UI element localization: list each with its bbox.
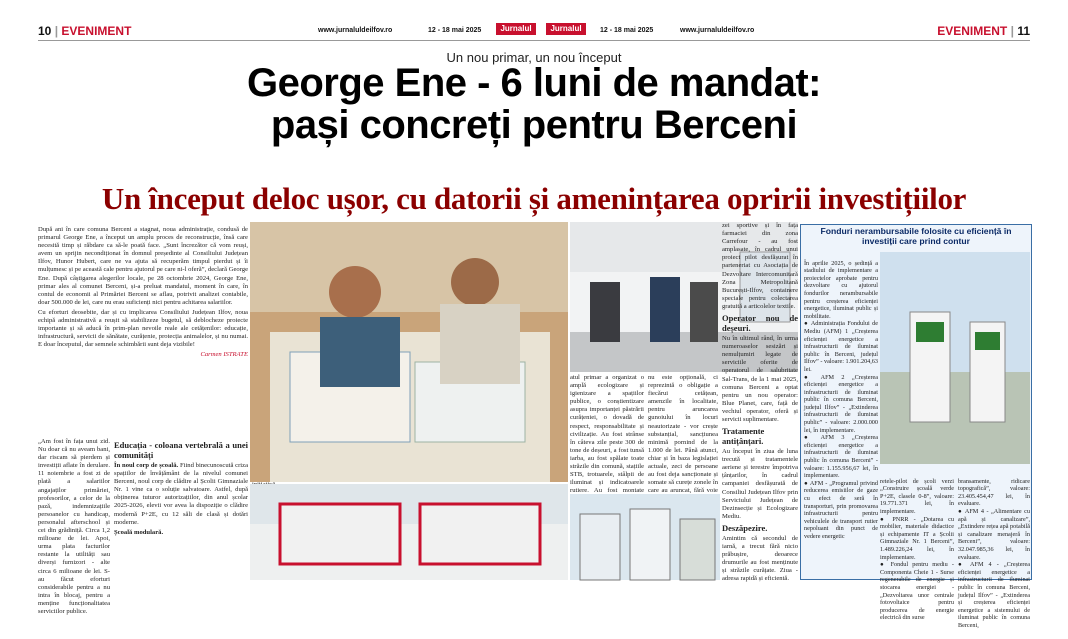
body-paragraph: Fiind binecunoscută criza spațiilor de învățământ de la nivelul comunei Berceni, noul corp de clădire al Școlii Gimnaziale Nr. 1 vine ca o soluție salvatoare. Astfel, după obținerea tuturor autorizațiilor, din anul școlar 2025-2026, elevii vor avea la dispoziție o clădire modernă P+2E, cu 12 săli de clasă și dotări moderne.: [114, 462, 248, 526]
right-dates: 12 - 18 mai 2025: [600, 27, 654, 34]
body-paragraph: „Am fost în fața unui zid. Nu doar că nu aveam bani, dar riscam să pierdem și investiții aflate în derulare. 11 noiembrie a fost zi de plată a salariilor angajaților primăriei, profesorilor, a celor de la pază, indemnizațiile persoanelor cu handicap, personalul afterschool și cei din grădiniță. Circa 1,2 milioane de lei. Apoi, urma plata facturilor restante la utilități sau diverși furnizori - alte circa 6 milioane de lei. S-au făcut eforturi considerabile pentru a nu intra în blocaj, pentru a menține funcționalitatea serviciilor publice.: [38, 438, 110, 615]
subsection-school: În noul corp de școală.: [114, 462, 179, 469]
photo-plans-review: [250, 222, 568, 482]
section-title-education: Educația - coloana vertebrală a unei comunități: [114, 440, 248, 460]
right-logo: Jurnalul: [546, 23, 586, 35]
body-column-6: [722, 222, 798, 583]
sidebar-column-2: [880, 470, 954, 622]
header-divider: [38, 40, 1030, 41]
body-paragraph: nu este opțională, ci reprezintă o obligație a fiecărui cetățean, amenzile în localitate, pentru aruncarea gunoiului în locuri neautorizate - vor crește substanțial, sancțiunea minimă pornind de la 1.000 de lei. Până atunci, chiar și în baza legislației actuale, zeci de persoane au fost deja sancționate și somate să curețe zonele în care au aruncat, fără voie: [648, 374, 718, 495]
photo-recycling-containers: [570, 494, 720, 580]
headline-line-2: pași concreți pentru Berceni: [270, 103, 798, 147]
kicker: Un nou primar, un nou început: [446, 50, 622, 65]
sidebar-title: Fonduri nerambursabile folosite cu eficiență în investiții care prind contur: [820, 226, 1012, 246]
headline: [0, 62, 1068, 146]
author-byline: Carmen ISTRATE: [200, 351, 248, 359]
body-paragraph: Amintim că secondul de iarnă, a trecut fără nicio prăbușire, deoarece drumurile au fost menținute și străzile curățate. Ziua - adresa rapidă și eficientă.: [722, 534, 798, 583]
body-paragraph: atul primar a organizat o amplă ecologizare și igienizare a spațiilor publice, o conștientizare asupra importanței păstrării curățeniei, o dovadă de respect, responsabilitate și civilizație. Au fost strânse în câteva zile peste 300 de tone de deșeuri, a fost tunsă iarba, au fost spălate toate străzile din comună, stațiile STB, trotuarele, stâlpii de iluminat și indicatoarele rutiere. Au fost montate: [570, 374, 644, 495]
body-paragraph: zei sportive și în fața farmaciei din zona Carrefour - au fost amplasate, în cadrul unui proiect pilot desfășurat în parteneriat cu Asociația de Dezvoltare Intercomunitară Zona Metropolitană București-Ilfov, containere speciale pentru colectarea gratuită a articolelor textile.: [722, 222, 798, 310]
lead-paragraph-2: Cu eforturi deosebite, dar și cu implicarea Consiliului Județean Ilfov, noua echipă administrativă a reușit să stabilizeze bugetul, să deblocheze proiecte importante și să aducă în prim-plan nevoile reale ale cetățenilor: educație, infrastructură, servicii de sănătate, curățenie, protecția animalelor, și nu numai. E doar începutul, dar semnele schimbării sunt deja vizibile!: [38, 308, 248, 349]
right-website: www.jurnaluldeilfov.ro: [680, 27, 755, 34]
photo-modular-school: [250, 484, 568, 580]
subheadline: Un început deloc ușor, cu datorii și amenințarea opririi investițiilor: [101, 181, 967, 216]
sidebar-paragraph: retele-pilot de școli verzi „Construire școală verde P+2E, clasele 0-8”, valoare: 19.771.371 lei, în implementare. ● PNRR - „Dotarea cu mobilier, materiale didactice și echipamente IT a Școlii Gimnaziale Nr. 1 Berceni”, 1.489.226,24 lei, în implementare. ● Fondul pentru mediu - Componenta Cheie 1 - Surse regenerabile de energie și stocarea energiei - „Dezvoltarea unor centrale fotovoltaice pentru producerea de energie electrică din surse: [880, 477, 954, 622]
sidebar-column-1: [804, 252, 878, 580]
left-page-number: 10: [38, 24, 52, 38]
body-column-1: [38, 438, 110, 615]
lead-column: [38, 226, 248, 436]
section-title-waste-operator: Operator nou de deșeuri.: [722, 313, 798, 334]
headline-line-1: George Ene - 6 luni de mandat:: [247, 61, 821, 105]
body-paragraph: Au început în ziua de luna trecută și tratamentele aeriene și terestre împotriva țânțarilor, în cadrul campaniei desfășurată de Consiliul Județean Ilfov prin Serviciului Județean de Dezinsecție și Ecologizare Mediu.: [722, 448, 798, 520]
left-section-label: EVENIMENT: [61, 24, 132, 38]
right-page-folio: EVENIMENT | 11: [937, 24, 1030, 38]
body-paragraph: Nu în ultimul rând, în urma numeroaselor sesizări și nemulțumiri legate de serviciile oferite de operatorul de salubritate Sal-Trans, de la 1 mai 2025, comuna Berceni a optat pentru un nou operator: Blue Planet, care, față de vechiul operator, oferă și servicii suplimentare.: [722, 335, 798, 423]
sidebar-column-3: [958, 470, 1030, 629]
sidebar-paragraph: În aprilie 2025, o ședință a stadiului de implementare a proiectelor aprobate pentru dezvoltare cu ajutorul fondurilor nerambursabile pentru creșterea eficienței energetice, iluminat public și mobilitate. ● Administrația Fondului de Mediu (AFM) 1 „Creșterea eficienței energetice a infrastructurii de iluminat public în Berceni, județul Ilfov” - valoare: 1.901.204,63 lei. ● AFM 2 „Creșterea eficienței energetice a infrastructurii de iluminat public în comuna Berceni, județul Ilfov” - „Extinderea infrastructurii de iluminat public” - valoare: 2.000.000 lei, în implementare. ● AFM 3 „Creșterea eficienței energetice a infrastructurii de iluminat public în comuna Berceni” - valoare: 1.155.956,67 lei, în implementare. ● AFM - „Programul privind reducerea emisiilor de gaze cu efect de seră în transporturi, prin promovarea infrastructurii pentru vehiculele de transport rutier nepoluant din punct de vedere energetic: [804, 259, 878, 540]
subsection-modular-school: Școală modulară.: [114, 528, 164, 536]
section-title-snow: Deszăpezire.: [722, 522, 768, 533]
page-header: [0, 0, 1068, 40]
section-title-mosquito: Tratamente antițânțari.: [722, 426, 765, 447]
photo-ev-charging: [880, 252, 1030, 464]
body-column-2: [114, 438, 248, 580]
left-website: www.jurnaluldeilfov.ro: [318, 27, 393, 34]
left-logo: Jurnalul: [496, 23, 536, 35]
right-section-label: EVENIMENT: [937, 24, 1008, 38]
right-page-number: 11: [1017, 24, 1030, 38]
sidebar-paragraph: bransamente, ridicare topografică”, valoare: 23.405.454,47 lei, în evaluare. ● AFM 4 - „Alimentare cu apă și canalizare”, „Extindere rețea apă potabilă și canalizare menajeră în Berceni”, valoare: 32.047.985,36 lei, în evaluare. ● AFM 4 - „Creșterea eficienței energetice a infrastructurii de iluminat public în comuna Berceni, județul Ilfov” - „Extinderea și creșterea eficienței energetice a sistemului de iluminat public în comuna Berceni,: [958, 477, 1030, 629]
lead-paragraph: După ani în care comuna Berceni a stagnat, noua administrație, condusă de primarul George Ene, a început un amplu proces de reconstrucție, însă care necesită timp și răbdare ca să-le poată face. „Sunt încrezător că vom reuși, avem un sprijin necondiționat în domnul președinte al Consiliului Județean Ilfov, Hunor Hubert, care ne va ajuta să recuperăm timpul pierdut și îi mulțumesc și pe această cale pentru ajutorul pe care ni-l oferă”, declară George Ene. După câștigarea alegerilor locale, pe 28 octombrie 2024, George Ene, primar ales al comunei Berceni, și-a preluat mandatul, moment în care, în contul de economii al Primăriei Berceni se aflau, potrivit analizei contabile, doar 500.000 de lei, care nu erau suficienți nici pentru achitarea salariilor.: [38, 226, 248, 306]
left-page-folio: 10 | EVENIMENT: [38, 24, 132, 38]
left-dates: 12 - 18 mai 2025: [428, 27, 482, 34]
